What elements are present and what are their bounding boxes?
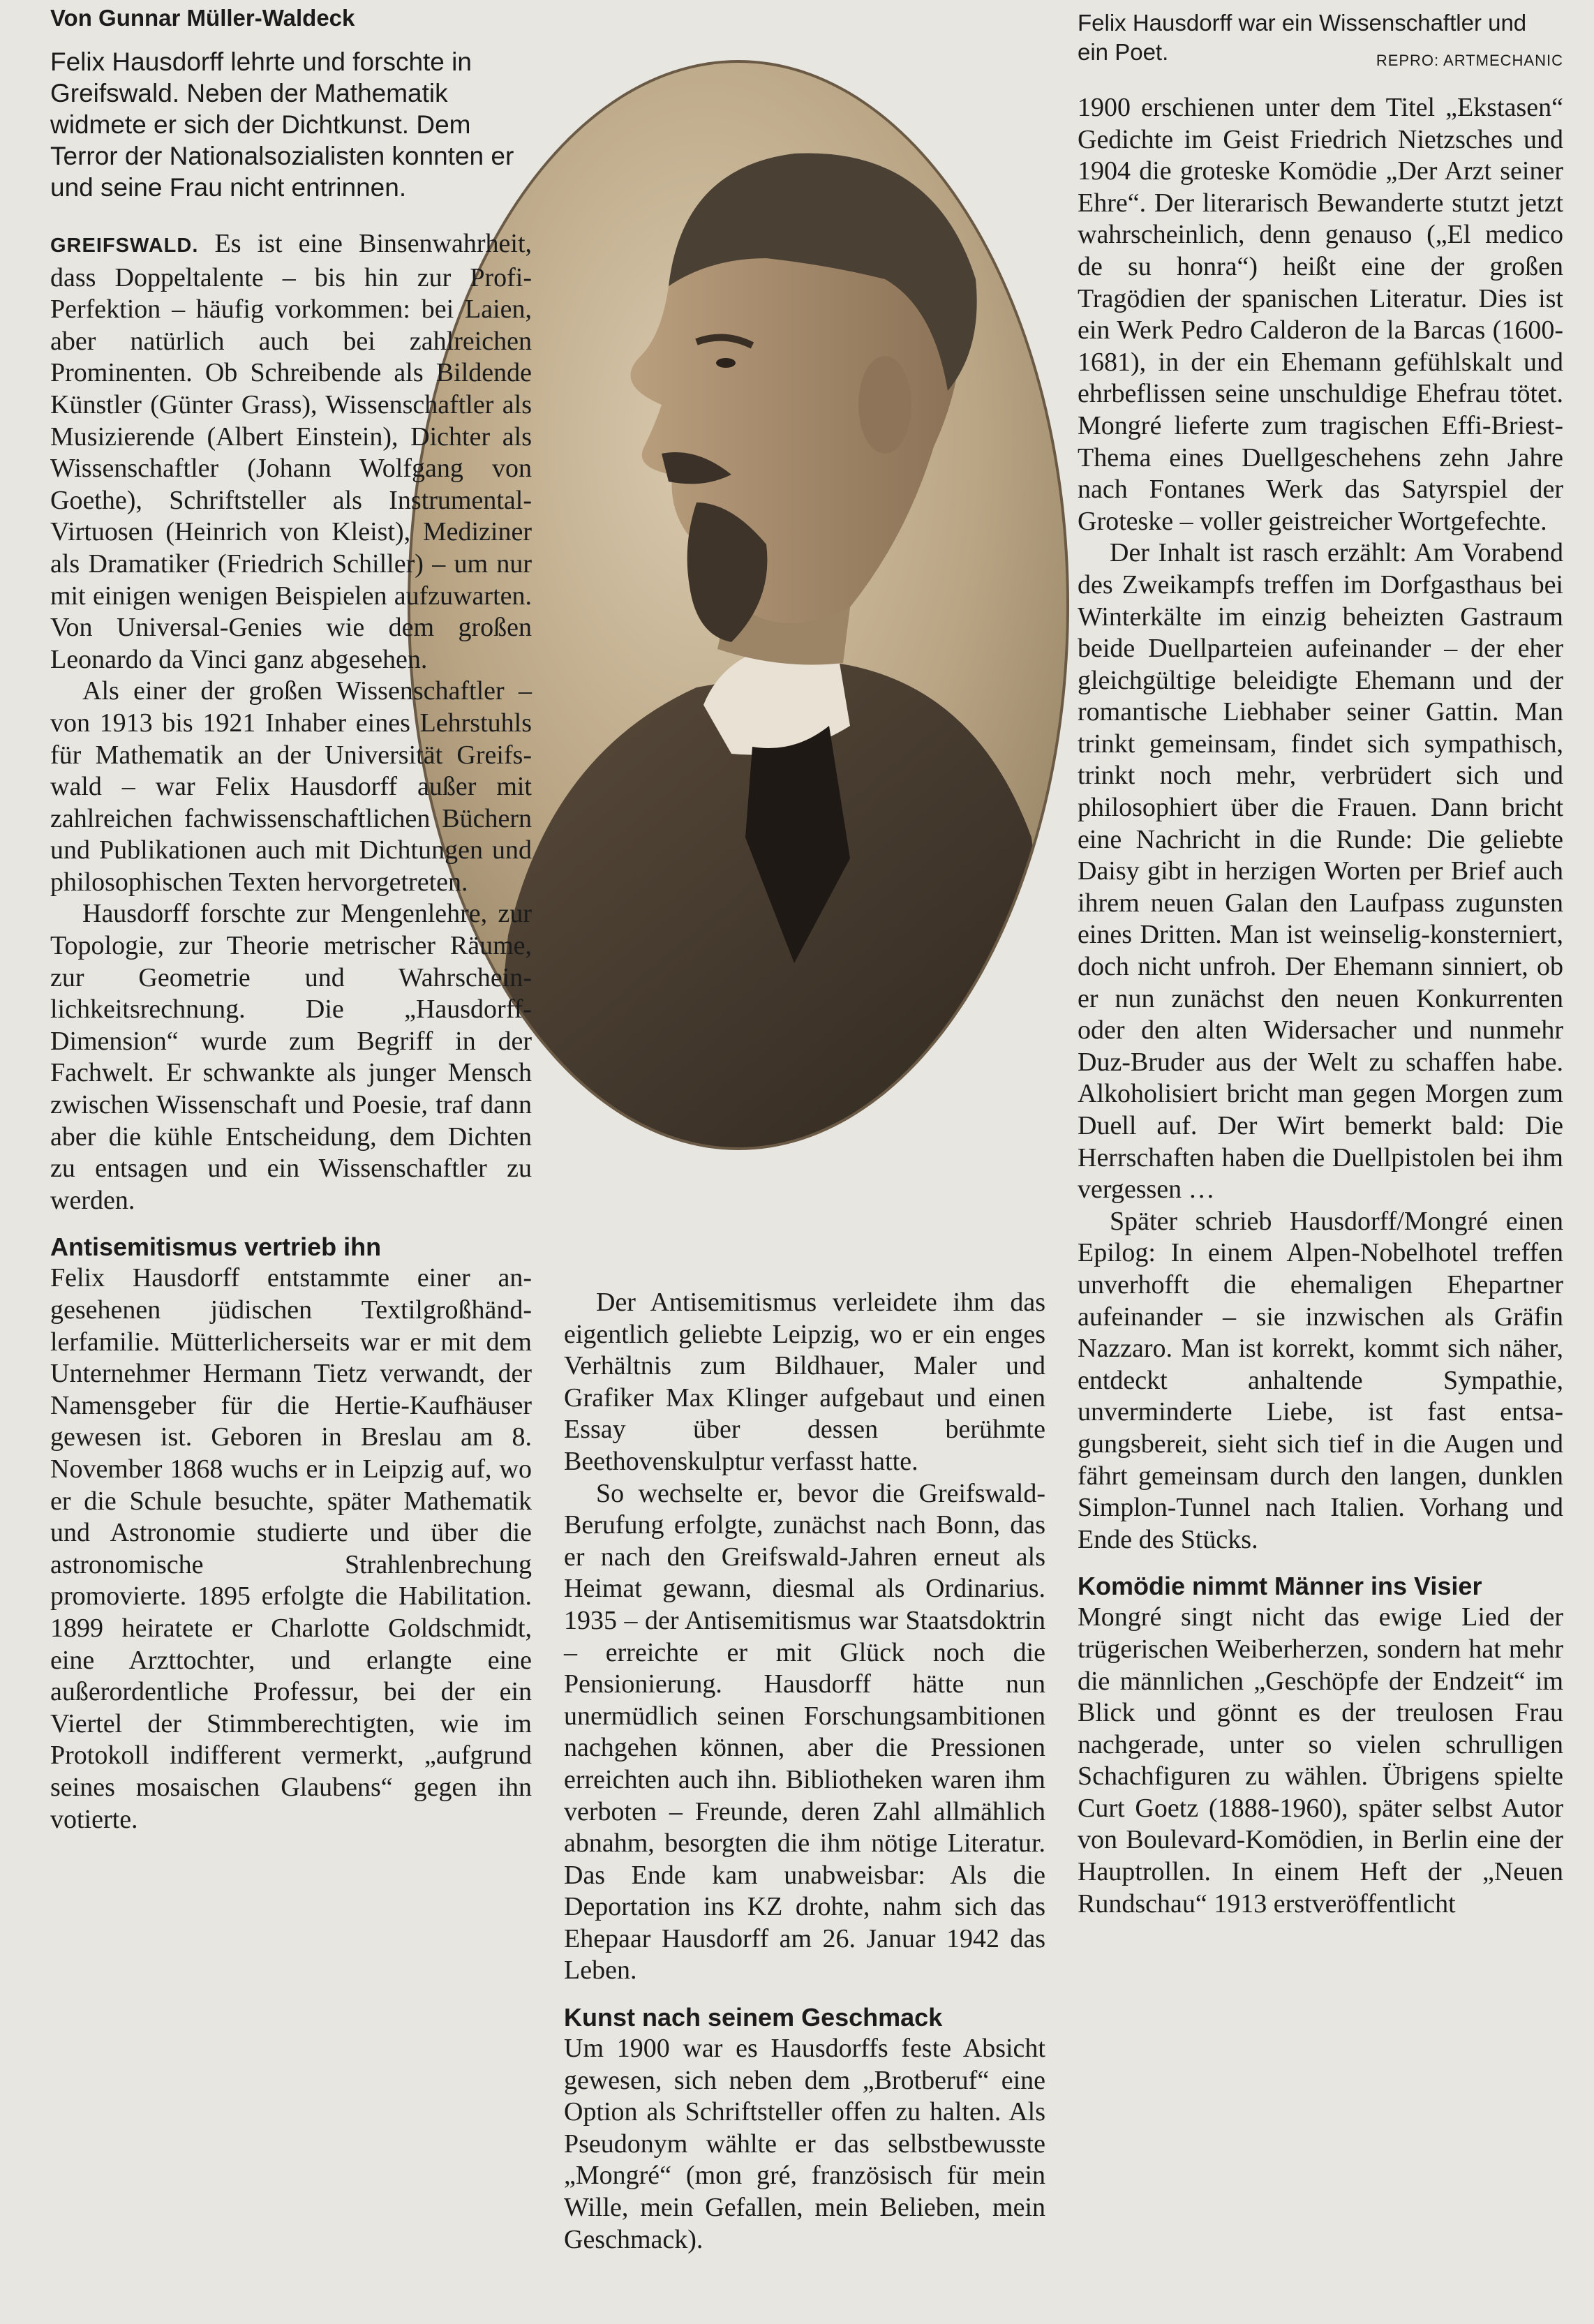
caption-text: Felix Hausdorff war ein Wissenschaftler und ein Poet. xyxy=(1078,10,1527,65)
subheading: Komödie nimmt Männer ins Visier xyxy=(1078,1572,1482,1601)
column-middle xyxy=(564,1287,1045,2256)
column-left xyxy=(50,4,532,1835)
article-paragraph: Später schrieb Hausdorff/Mongré einen Epilog: In einem Alpen-Nobelhotel treffen unverhofft die ehemaligen Ehepartner aufeinander – sie inzwischen als Gräfin Nazzaro. Man ist korrekt, kommt sich näher, entdeckt anhaltende Sympathie, unverminderte Liebe, ist fast entsagungsbereit, sieht sich tief in die Augen und fährt gemeinsam durch den langen, dunklen Simplon-Tunnel nach Italien. Vorhang und Ende des Stücks. xyxy=(1078,1206,1563,1554)
article-paragraph: Als einer der großen Wissenschaftler – von 1913 bis 1921 Inhaber eines Lehrstuhls für Mathematik an der Universität Greifswald – war Felix Hausdorff außer mit zahlreichen fachwissenschaftlichen Büchern und Publikationen auch mit Dichtungen und philosophischen Texten hervorgetreten. xyxy=(50,676,532,897)
article-paragraph: 1900 erschienen unter dem Titel „Ekstasen“ Gedichte im Geist Friedrich Nietzsches und 1904 die groteske Komödie „Der Arzt seiner Ehre“. Der literarisch Bewanderte stutzt jetzt wahrscheinlich, denn genauso („El medico de su honra“) heißt eine der großen Tragödien der spanischen Literatur. Dies ist ein Werk Pedro Calderon de la Barcas (1600-1681), in der ein Ehemann gefühlskalt und ehrbeflissen seine unschuldige Ehefrau tötet. Mongré lieferte zum tragischen Effi-Briest-Thema eines Duellgeschehens zehn Jahre nach Fontanes Werk das Satyrspiel der Groteske – voller geistreicher Wortgefechte. xyxy=(1078,93,1563,536)
article-paragraph: Der Inhalt ist rasch erzählt: Am Vorabend des Zweikampfs treffen im Dorfgasthaus bei Winterkälte im einzig beheizten Gastraum beide Duellparteien aufeinander – der eher gleichgültige beleidigte Ehemann und der romantische Liebhaber seiner Gattin. Man trinkt gemeinsam, findet sich sympathisch, trinkt noch mehr, verbrüdert sich und philosophiert über die Frauen. Dann bricht eine Nachricht in die Runde: Die geliebte Daisy gibt in herzigen Worten per Brief auch ihrem neuen Galan den Laufpass zugunsten eines Dritten. Man ist weinselig-konsterniert, doch nicht unfroh. Der Ehemann sinniert, ob er nun zunächst den neuen Konkurrenten oder den alten Widersacher und nunmehr Duz-Bruder aus der Welt zu schaffen habe. Alkoholisiert bricht man gegen Morgen zum Duell auf. Der Wirt bemerkt bald: Die Herrschaften haben die Duellpistolen bei ihm vergessen … xyxy=(1078,538,1563,1205)
subheading: Kunst nach seinem Geschmack xyxy=(564,2003,943,2032)
article-paragraph: Felix Hausdorff entstammte einer angesehenen jüdischen Textilgroßhändlerfamilie. Mütterlicherseits war er mit dem Unternehmer Hermann Tietz verwandt, der Namensgeber für die Hertie-Kaufhäuser gewesen ist. Geboren in Breslau am 8. November 1868 wuchs er in Leipzig auf, wo er die Schule besuchte, später Mathematik und Astronomie studierte und über die astronomische Strahlenbrechung promovierte. 1895 erfolgte die Habilitation. 1899 heiratete er Charlotte Goldschmidt, eine Arzttochter, und erlangte eine außerordentliche Professur, bei der ein Viertel der Stimmberechtigten, wie im Protokoll indifferent vermerkt, „aufgrund seines mosaischen Glaubens“ gegen ihn votierte. xyxy=(50,1263,532,1834)
article-paragraph: Um 1900 war es Hausdorffs feste Absicht gewesen, sich neben dem „Brotberuf“ eine Option als Schriftsteller offen zu halten. Als Pseudonym wählte er das selbstbewusste „Mongré“ (mon gré, französisch für mein Wille, mein Gefallen, mein Belieben, mein Geschmack). xyxy=(564,2034,1045,2254)
column-right xyxy=(1078,8,1563,1920)
subheading: Antisemitismus vertrieb ihn xyxy=(50,1232,382,1262)
teaser: Felix Hausdorff lehrte und forschte in Greifswald. Neben der Mathematik widmete er sich der Dichtkunst. Dem Terror der Nationalsozialisten konnten er und seine Frau nicht entrinnen. xyxy=(50,47,514,202)
article-paragraph: GREIFSWALD. Es ist eine Binsenwahrheit, dass Doppeltalente – bis hin zur Profi-Perfektion – häufig vorkommen: bei Laien, aber natürlich auch bei zahlreichen Prominenten. Ob Schreibende als Bildende Künstler (Günter Grass), Wissenschaftler als Musizierende (Albert Einstein), Dichter als Wissenschaftler (Johann Wolfgang von Goethe), Schriftsteller als Instrumental-Virtuosen (Heinrich von Kleist), Mediziner als Dramatiker (Friedrich Schiller) – um nur mit einigen wenigen Beispielen aufzuwarten. Von Universal-Genies wie dem großen Leonardo da Vinci ganz abgesehen. xyxy=(50,229,532,674)
photo-caption xyxy=(1078,8,1563,67)
article-paragraph: So wechselte er, bevor die Greifswald-Berufung erfolgte, zunächst nach Bonn, das er nach den Greifswald-Jahren erneut als Heimat gewann, diesmal als Ordinarius. 1935 – der Antisemitismus war Staatsdoktrin – erreichte er mit Glück noch die Pensionierung. Hausdorff hätte nun unermüdlich seinen Forschungsambitionen nachgehen können, aber die Pressionen erreichten auch ihn. Bibliotheken waren ihm verboten – Freunde, deren Zahl allmählich abnahm, besorgten die ihm nötige Literatur. Das Ende kam unabweisbar: Als die Deportation ins KZ drohte, nahm sich das Ehepaar Hausdorff am 26. Januar 1942 das Leben. xyxy=(564,1478,1045,1986)
dateline: GREIFSWALD. xyxy=(50,234,199,257)
photo-credit: REPRO: ARTMECHANIC xyxy=(1376,52,1563,69)
article-paragraph: Der Antisemitismus verleidete ihm das eigentlich geliebte Leipzig, wo er ein enges Verhältnis zum Bildhauer, Maler und Grafiker Max Klinger aufgebaut und einen Essay über dessen berühmte Beethovenskulptur verfasst hatte. xyxy=(564,1288,1045,1476)
byline: Von Gunnar Müller-Waldeck xyxy=(50,5,355,31)
article-paragraph: Mongré singt nicht das ewige Lied der trügerischen Weiberherzen, sondern hat mehr die männlichen „Geschöpfe der Endzeit“ im Blick und gönnt es der treulosen Frau nachgerade, unter so vielen schrulligen Schachfiguren zu wählen. Übrigens spielte Curt Goetz (1888-1960), später selbst Autor von Boulevard-Komödien, in Berlin eine der Hauptrollen. In einem Heft der „Neuen Rundschau“ 1913 erstveröffentlicht xyxy=(1078,1602,1563,1919)
article-paragraph: Hausdorff forschte zur Mengenlehre, zur Topologie, zur Theorie metrischer Räume, zur Geometrie und Wahrscheinlichkeitsrechnung. Die „Hausdorff-Dimension“ wurde zum Begriff in der Fachwelt. Er schwankte als junger Mensch zwischen Wissenschaft und Poesie, traf dann aber die kühle Entscheidung, dem Dichten zu entsagen und ein Wissenschaftler zu werden. xyxy=(50,899,532,1215)
